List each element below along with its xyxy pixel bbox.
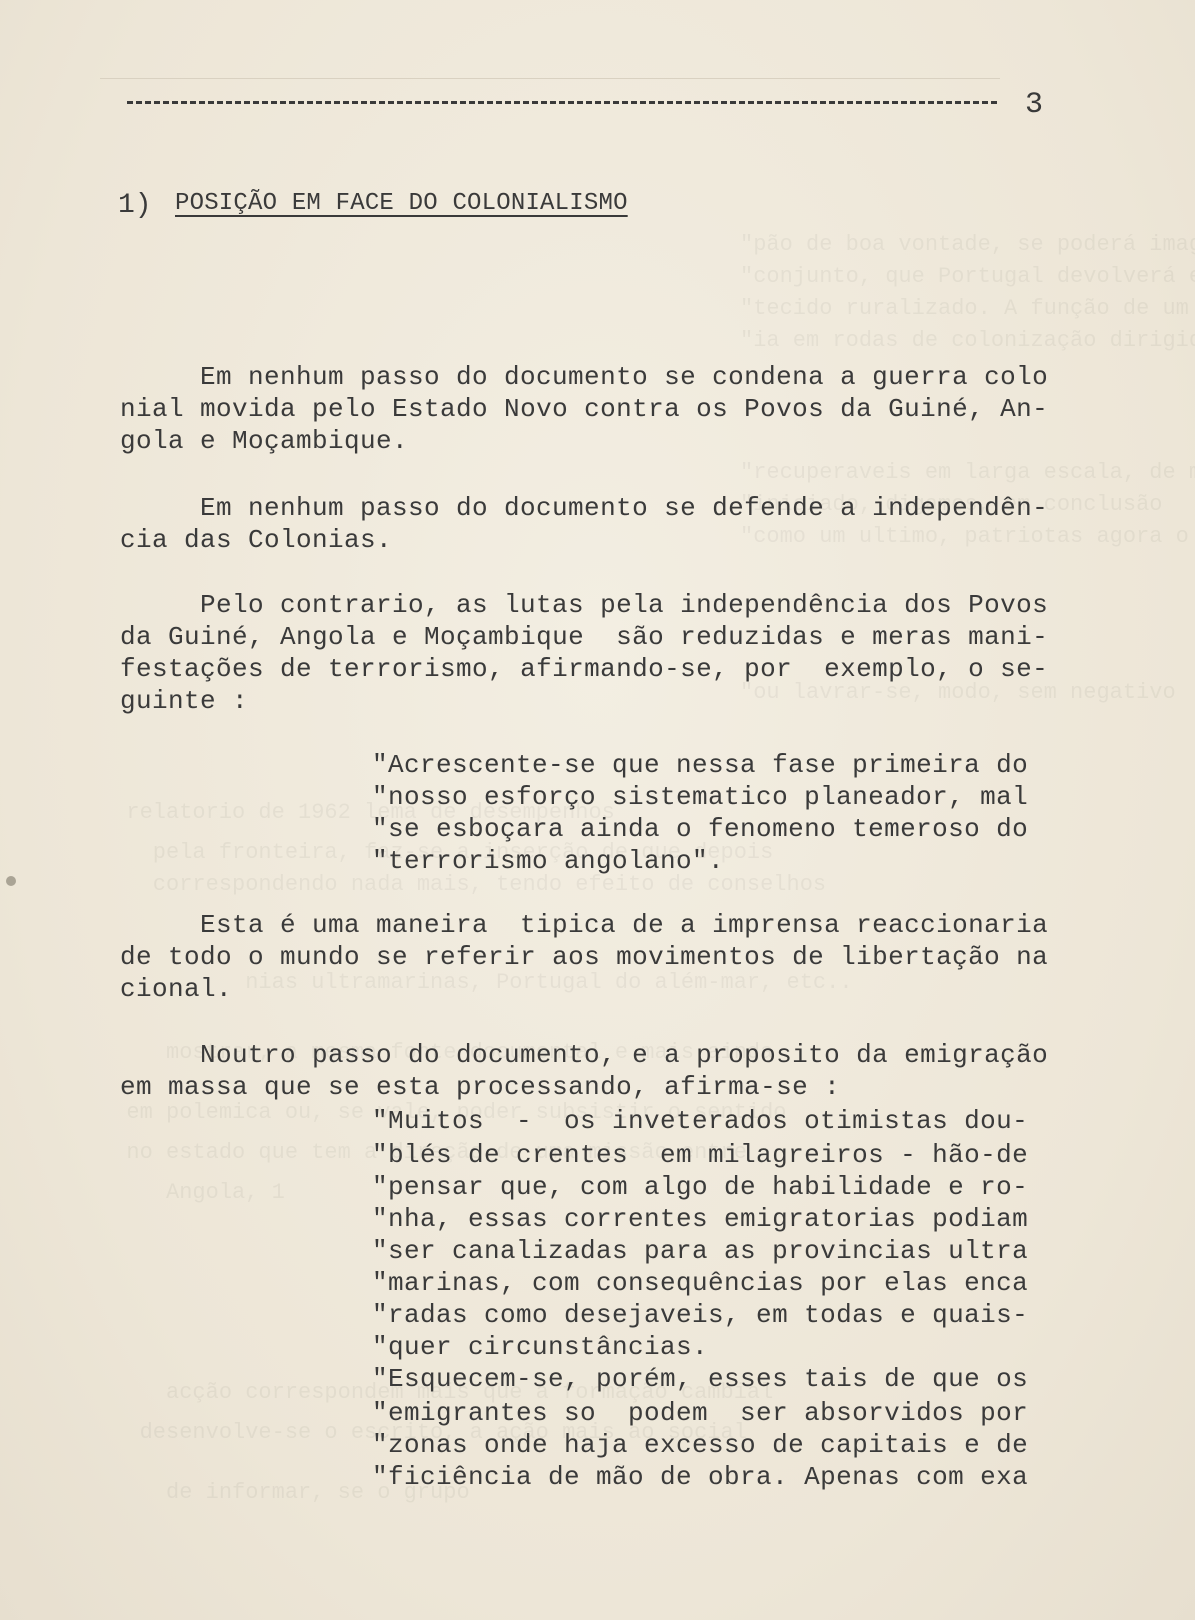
- quote-line: "nha, essas correntes emigratorias podiam: [372, 1204, 1029, 1234]
- paragraph-line: gola e Moçambique.: [120, 426, 409, 456]
- page-number: 3: [1025, 88, 1044, 122]
- paper-speck: [6, 876, 16, 886]
- quote-line: "marinas, com consequências por elas enca: [372, 1268, 1029, 1298]
- quote-line: "ficiência de mão de obra. Apenas com exa: [372, 1462, 1029, 1492]
- paragraph-line: Noutro passo do documento, e a proposito da emigração: [200, 1040, 1049, 1070]
- quote-line: "ser canalizadas para as provincias ultra: [372, 1236, 1029, 1266]
- paragraph-line: Em nenhum passo do documento se condena a guerra colo: [200, 362, 1049, 392]
- quote-line: "se esboçara ainda o fenomeno temeroso do: [372, 814, 1029, 844]
- paragraph-line: cional.: [120, 974, 233, 1004]
- paragraph-line: festações de terrorismo, afirmando-se, por exemplo, o se-: [120, 654, 1049, 684]
- paragraph-line: cia das Colonias.: [120, 525, 393, 555]
- header-dashed-rule: [127, 101, 997, 104]
- quote-line: "Esquecem-se, porém, esses tais de que os: [372, 1364, 1029, 1394]
- paragraph-line: nial movida pelo Estado Novo contra os Povos da Guiné, An-: [120, 394, 1049, 424]
- quote-line: "nosso esforço sistematico planeador, mal: [372, 782, 1029, 812]
- section-title: POSIÇÃO EM FACE DO COLONIALISMO: [175, 190, 628, 217]
- paragraph-line: Esta é uma maneira tipica de a imprensa reaccionaria: [200, 910, 1049, 940]
- section-number: 1): [118, 190, 152, 221]
- quote-line: "pensar que, com algo de habilidade e ro-: [372, 1172, 1029, 1202]
- quote-line: "Muitos - os inveterados otimistas dou-: [372, 1106, 1029, 1136]
- quote-line: "emigrantes so podem ser absorvidos por: [372, 1398, 1029, 1428]
- paragraph-line: Em nenhum passo do documento se defende a independên-: [200, 493, 1049, 523]
- quote-line: "quer circunstâncias.: [372, 1332, 709, 1362]
- paragraph-line: em massa que se esta processando, afirma-se :: [120, 1072, 841, 1102]
- quote-line: "Acrescente-se que nessa fase primeira do: [372, 750, 1029, 780]
- quote-line: "zonas onde haja excesso de capitais e de: [372, 1430, 1029, 1460]
- quote-line: "radas como desejaveis, em todas e quais-: [372, 1300, 1029, 1330]
- paragraph-line: guinte :: [120, 686, 249, 716]
- quote-line: "blés de crentes em milagreiros - hão-de: [372, 1140, 1029, 1170]
- paragraph-line: Pelo contrario, as lutas pela independência dos Povos: [200, 590, 1049, 620]
- quote-line: "terrorismo angolano".: [372, 846, 725, 876]
- faint-rule: [100, 78, 1000, 79]
- paragraph-line: da Guiné, Angola e Moçambique são reduzidas e meras mani-: [120, 622, 1049, 652]
- paragraph-line: de todo o mundo se referir aos movimentos de libertação na: [120, 942, 1049, 972]
